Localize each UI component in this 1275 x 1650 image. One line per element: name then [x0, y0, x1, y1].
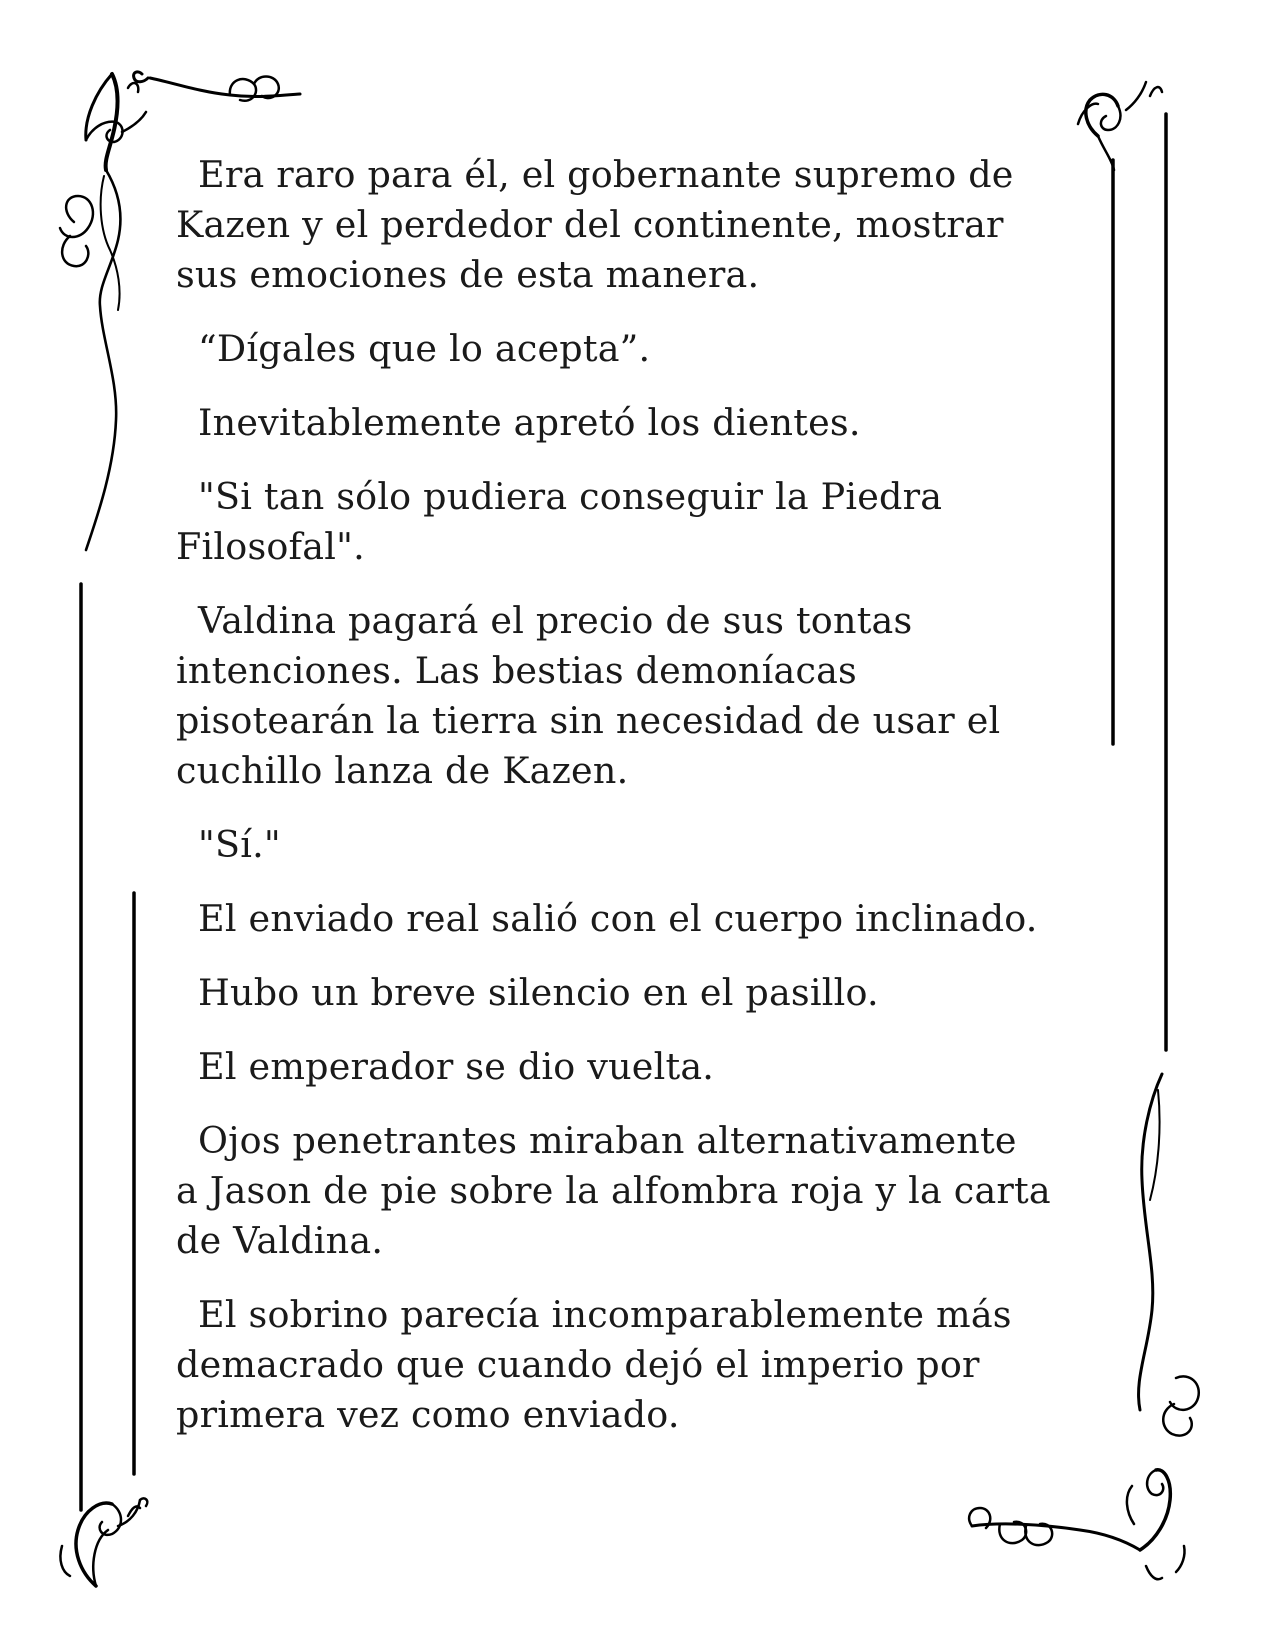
left-curl-lower	[62, 236, 88, 266]
paragraph: Ojos penetrantes miraban alternativamente a Jason de pie sobre la alfombra roja y la carta de Valdina.	[176, 1119, 1051, 1262]
paragraph: Inevitablemente apretó los dientes.	[198, 401, 861, 444]
paragraph: Era raro para él, el gobernante supremo de Kazen y el perdedor del continente, mostrar sus emociones de esta manera.	[176, 153, 1014, 296]
bottom-left-flourish	[60, 1498, 147, 1586]
paragraph: El enviado real salió con el cuerpo inclinado.	[198, 897, 1038, 940]
paragraph: El sobrino parecía incomparablemente más demacrado que cuando dejó el imperio por primera vez como enviado.	[176, 1293, 1012, 1436]
right-vine	[1139, 1074, 1162, 1410]
paragraph: "Sí."	[198, 823, 281, 866]
paragraph: Hubo un breve silencio en el pasillo.	[198, 971, 879, 1014]
body-text	[176, 150, 1096, 1464]
paragraph: “Dígales que lo acepta”.	[198, 327, 651, 370]
paragraph: Valdina pagará el precio de sus tontas intenciones. Las bestias demoníacas pisotearán la tierra sin necesidad de usar el cuchillo lanza de Kazen.	[176, 599, 1001, 792]
bottom-right-flourish	[969, 1470, 1184, 1579]
paragraph: "Si tan sólo pudiera conseguir la Piedra Filosofal".	[176, 475, 943, 568]
left-curl	[60, 196, 93, 237]
paragraph: El emperador se dio vuelta.	[198, 1045, 715, 1088]
